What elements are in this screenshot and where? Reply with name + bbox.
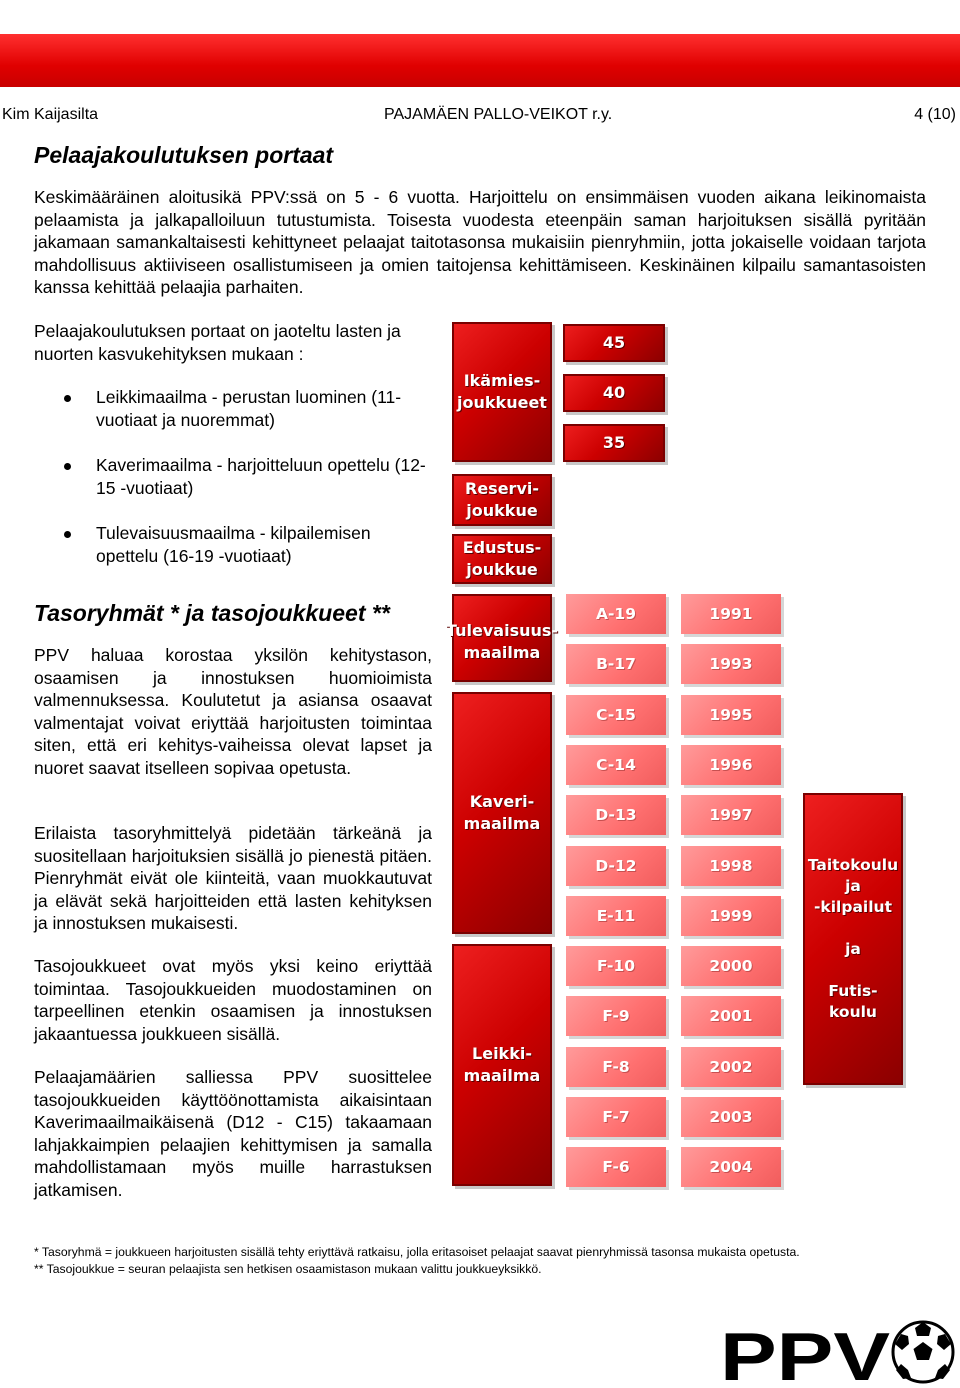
page-title: Pelaajakoulutuksen portaat — [34, 142, 334, 168]
age-class-40: 40 — [563, 374, 665, 412]
paragraph-1: PPV haluaa korostaa yksilön kehitystason, osaamisen ja innostuksen huomioimista valmennuksessa. Koulutetut ja asiansa osaavat valmentajat voivat eriyttää harjoitusten toimintaa siten, että eri kehitys-vaiheissa olevat lapset ja nuoret saavat itselleen sopivaa opetusta. — [34, 645, 432, 778]
junior-class-d-13: D-13 — [566, 795, 666, 835]
junior-class-f-6: F-6 — [566, 1147, 666, 1187]
football-icon — [893, 1322, 953, 1382]
birth-year-2002: 2002 — [681, 1047, 781, 1087]
birth-year-1995: 1995 — [681, 695, 781, 735]
junior-class-c-14: C-14 — [566, 745, 666, 785]
block-ikamiesjoukkueet: Ikämies- joukkueet — [452, 322, 552, 462]
intro-paragraph: Keskimääräinen aloitusikä PPV:ssä on 5 - 6 vuotta. Harjoittelu on ensimmäisen vuoden aikana leikinomaista pelaamista ja jalkapalloiluun tutustumista. Toisesta vuodesta eteenpäin saman harjoituksen sisällä pyritään jakamaan samankaltaisesti kehittyneet pelaajat taitotasonsa mukaisiin pienryhmiin, jotta jokaiselle voidaan tarjota mahdollisuus aktiiviseen osallistumiseen ja omien taitojensa kehittämiseen. Keskinäinen kilpailu samantasoisten kanssa kehittää pelaajia parhaiten. — [34, 187, 926, 297]
block-edustusjoukkue: Edustus- joukkue — [452, 534, 552, 584]
junior-class-d-12: D-12 — [566, 846, 666, 886]
junior-class-a-19: A-19 — [566, 594, 666, 634]
block-taitokoulu-futiskoulu: Taitokoulu ja -kilpailut ja Futis- koulu — [803, 793, 903, 1085]
birth-year-1996: 1996 — [681, 745, 781, 785]
footnote-1: * Tasoryhmä = joukkueen harjoitusten sisällä tehty eriyttävä ratkaisu, jolla eritasoiset pelaajat saavat pienryhmissä tasonsa mukaista opetusta. — [34, 1245, 800, 1259]
logo-wordmark: PPV — [720, 1320, 890, 1386]
footnotes — [34, 1244, 934, 1277]
junior-class-b-17: B-17 — [566, 644, 666, 684]
age-class-45: 45 — [563, 324, 665, 362]
section-subtitle: Tasoryhmät * ja tasojoukkueet ** — [34, 600, 390, 626]
block-kaverimaailma: Kaveri- maailma — [452, 692, 552, 934]
birth-year-1998: 1998 — [681, 846, 781, 886]
block-reservijoukkue: Reservi- joukkue — [452, 474, 552, 526]
block-tulevaisuusmaailma: Tulevaisuus- maailma — [452, 594, 552, 682]
paragraph-3: Tasojoukkueet ovat myös yksi keino eriyttää toimintaa. Tasojoukkueiden muodostaminen on tarpeellinen etenkin osaamisen ja innostuksen jakaantuessa joukkueen sisällä. — [34, 956, 432, 1044]
birth-year-2004: 2004 — [681, 1147, 781, 1187]
junior-class-f-8: F-8 — [566, 1047, 666, 1087]
list-item: Kaverimaailma - harjoitteluun opettelu (12-15 -vuotiaat) — [34, 454, 434, 499]
birth-year-1993: 1993 — [681, 644, 781, 684]
birth-year-1997: 1997 — [681, 795, 781, 835]
junior-class-f-7: F-7 — [566, 1097, 666, 1137]
junior-class-f-9: F-9 — [566, 996, 666, 1036]
birth-year-2003: 2003 — [681, 1097, 781, 1137]
footnote-2: ** Tasojoukkue = seuran pelaajista sen hetkisen osaamistason mukaan valittu joukkueyksikkö. — [34, 1261, 542, 1276]
birth-year-1991: 1991 — [681, 594, 781, 634]
ppv-logo — [718, 1320, 956, 1386]
junior-class-c-15: C-15 — [566, 695, 666, 735]
page-header — [0, 106, 960, 128]
list-item: Tulevaisuusmaailma - kilpailemisen opettelu (16-19 -vuotiaat) — [34, 522, 434, 567]
list-item: Leikkimaailma - perustan luominen (11-vuotiaat ja nuoremmat) — [34, 386, 434, 431]
stairs-lead: Pelaajakoulutuksen portaat on jaoteltu lasten ja nuorten kasvukehityksen mukaan : — [34, 321, 401, 364]
paragraph-4: Pelaajamäärien salliessa PPV suosittelee tasojoukkueiden käyttöönottamista aikaisintaan Kaverimaailmaikäisenä (D12 - C15) takaamaan lahjakkaimpien pelaajien kehittymisen ja samalla mahdollistamaan myös muille harrastuksen jatkamisen. — [34, 1067, 432, 1200]
header-organization: PAJAMÄEN PALLO-VEIKOT r.y. — [384, 106, 613, 123]
age-class-35: 35 — [563, 424, 665, 462]
birth-year-2001: 2001 — [681, 996, 781, 1036]
junior-class-f-10: F-10 — [566, 946, 666, 986]
top-red-band — [0, 34, 960, 87]
header-page-number: 4 (10) — [914, 106, 956, 123]
block-leikkimaailma: Leikki- maailma — [452, 944, 552, 1186]
birth-year-2000: 2000 — [681, 946, 781, 986]
junior-class-e-11: E-11 — [566, 896, 666, 936]
stairs-list — [34, 386, 434, 590]
header-author: Kim Kaijasilta — [2, 106, 99, 123]
birth-year-1999: 1999 — [681, 896, 781, 936]
paragraph-2: Erilaista tasoryhmittelyä pidetään tärkeänä ja suositellaan harjoituksien sisällä jo pienestä pitäen. Pienryhmät eivät ole kiinteitä, vaan muokkautuvat ja elävät sekä harjoitteiden että lasten kehityksen ja innostuksen mukaisesti. — [34, 823, 432, 933]
